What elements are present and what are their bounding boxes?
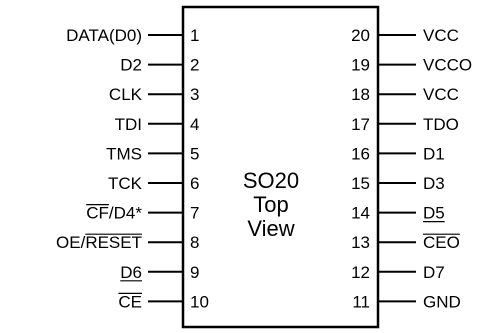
pin-1-number: 1: [190, 26, 200, 45]
pin-10-number: 10: [190, 292, 209, 312]
pin-label-data-d0: DATA(D0): [66, 26, 142, 45]
pin-label-d3: D3: [423, 174, 445, 193]
pin-8-number: 8: [190, 233, 200, 253]
pin-label-d2: D2: [120, 55, 142, 75]
pin-label-tdi: TDI: [114, 114, 142, 134]
pin-16-number: 16: [351, 144, 370, 164]
chip-title-line-1: SO20: [242, 168, 300, 193]
pin-label-cf-d4: CF/D4*: [86, 203, 142, 223]
pin-4-number: 4: [190, 114, 200, 134]
pin-label-vcc: VCC: [423, 85, 459, 105]
pin-13-number: 13: [351, 233, 370, 253]
pin-17-number: 17: [351, 114, 370, 134]
pin-label-oe-reset: OE/RESET: [56, 233, 142, 253]
pin-14-number: 14: [351, 203, 370, 223]
chip-title-line-3: View: [247, 216, 295, 241]
pin-18-number: 18: [351, 85, 370, 105]
pin-label-tms: TMS: [106, 144, 142, 164]
pin-7-number: 7: [190, 203, 200, 223]
pin-label-d5: D5: [423, 203, 445, 223]
pin-2-number: 2: [190, 55, 200, 75]
pin-label-ce: CE: [118, 292, 142, 312]
pin-5-number: 5: [190, 144, 200, 164]
pin-20-number: 20: [351, 26, 370, 45]
pin-label-d7: D7: [423, 262, 445, 282]
pin-label-d6: D6: [120, 262, 142, 282]
chip-body: [183, 7, 378, 327]
pin-label-vcco: VCCO: [423, 55, 473, 75]
pin-label-tdo: TDO: [423, 114, 459, 134]
chip-title-line-2: Top: [253, 192, 289, 217]
pin-3-number: 3: [190, 85, 200, 105]
pin-label-d1: D1: [423, 144, 445, 164]
pin-label-tck: TCK: [108, 174, 142, 193]
pin-label-clk: CLK: [108, 85, 142, 105]
pin-15-number: 15: [351, 174, 370, 193]
pin-6-number: 6: [190, 174, 200, 193]
pin-11-number: 11: [352, 292, 370, 312]
pin-12-number: 12: [351, 262, 370, 282]
pin-label-gnd: GND: [423, 292, 461, 312]
pin-9-number: 9: [190, 262, 200, 282]
pin-label-ceo: CEO: [423, 233, 460, 253]
pin-label-vcc: VCC: [423, 26, 459, 45]
pin-19-number: 19: [351, 55, 370, 75]
